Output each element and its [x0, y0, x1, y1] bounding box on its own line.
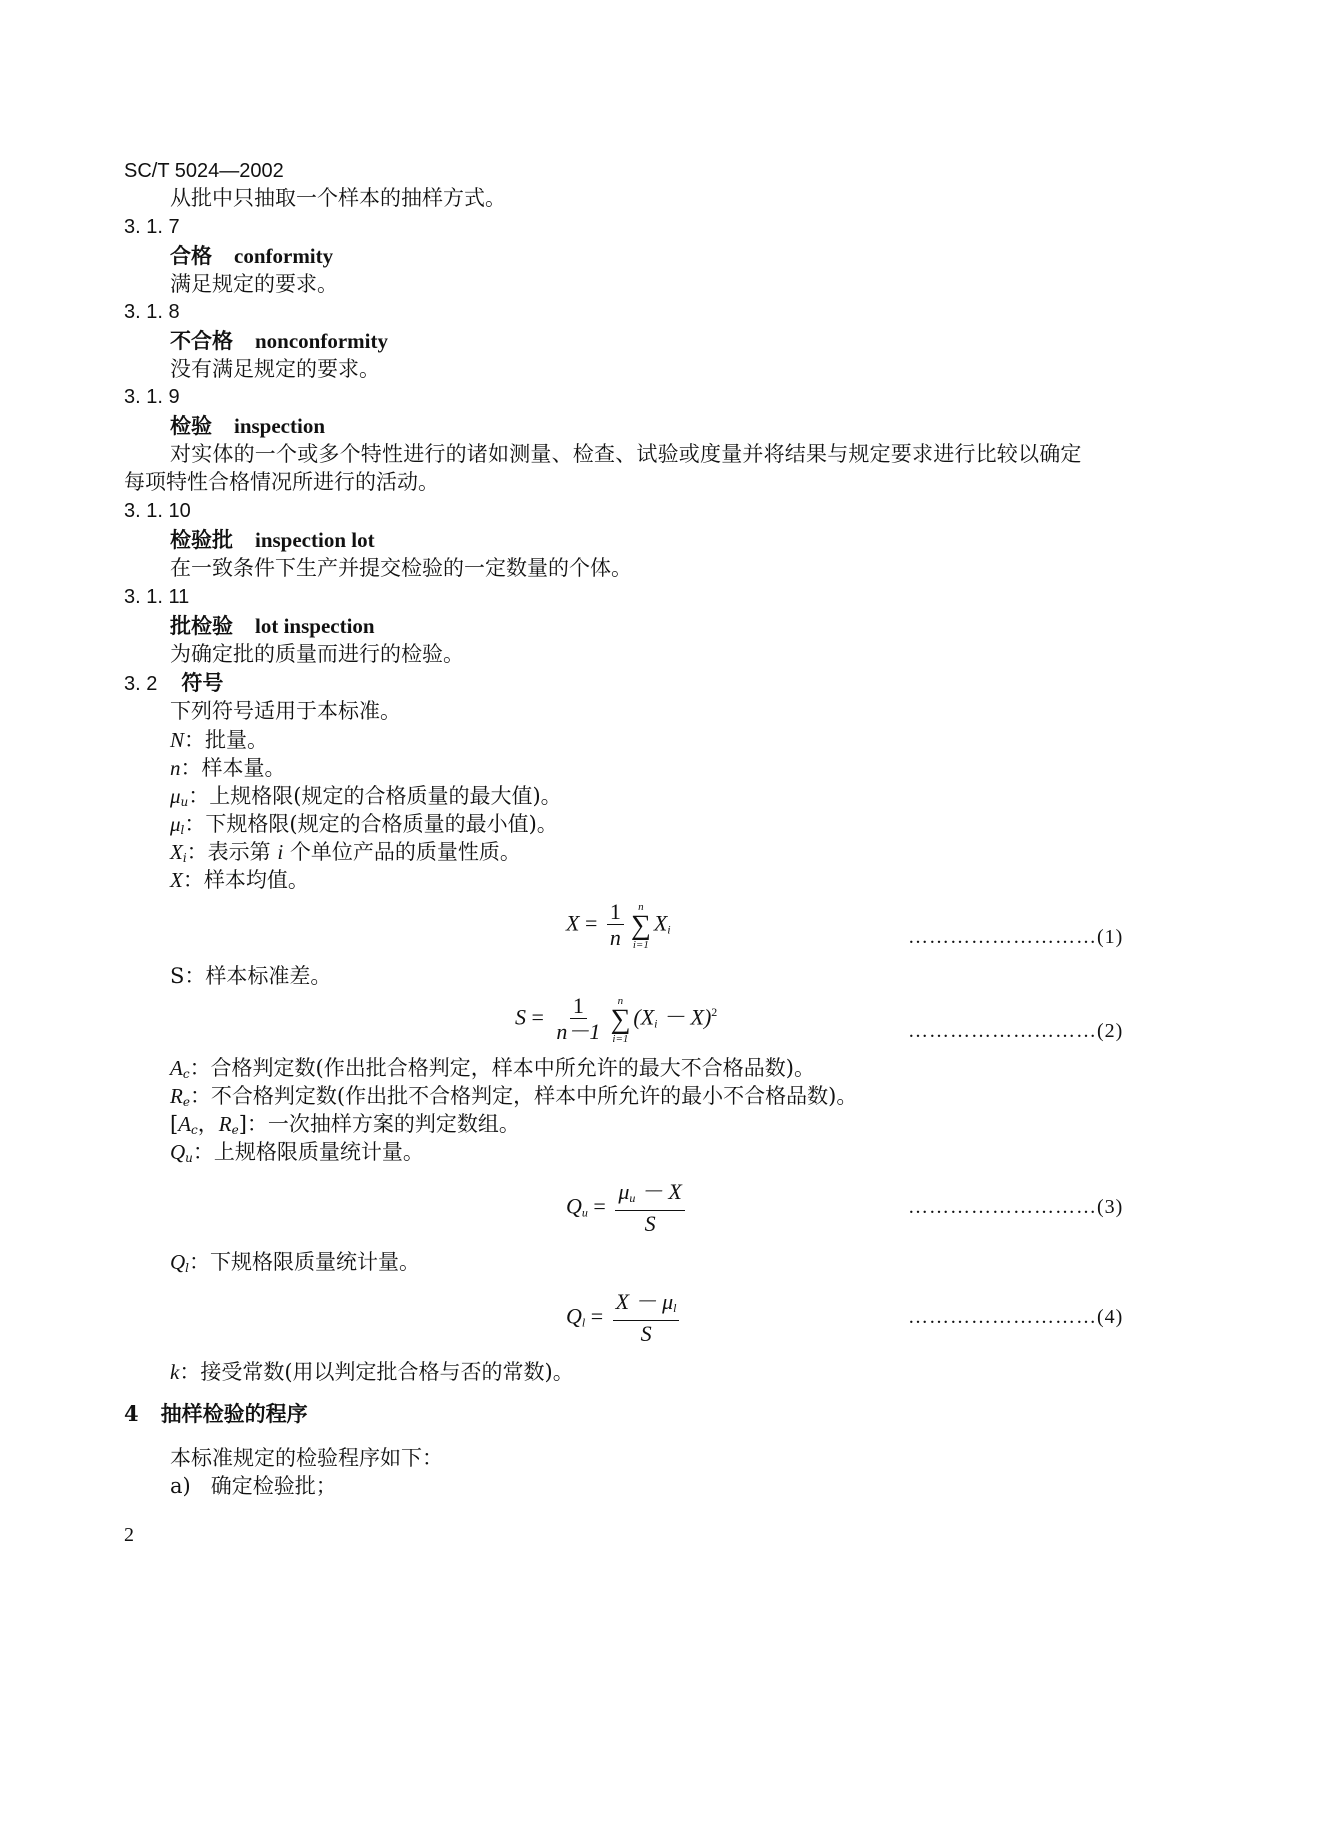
body-line: 从批中只抽取一个样本的抽样方式。 — [170, 186, 506, 210]
formula-eq: = — [584, 910, 598, 936]
symbol-desc: ：下规格限(规定的合格质量的最小值)。 — [184, 812, 558, 836]
term-definition: 为确定批的质量而进行的检验。 — [170, 642, 464, 666]
formula-1 — [566, 900, 671, 951]
symbol-desc: ：下规格限质量统计量。 — [189, 1250, 421, 1274]
denominator: n — [609, 925, 621, 950]
symbol-subscript: l — [180, 823, 185, 837]
numerator: 1 — [570, 994, 587, 1019]
symbol-Ql — [170, 1248, 420, 1282]
term-heading — [170, 526, 375, 554]
term-heading — [170, 327, 388, 355]
symbol-X — [170, 866, 309, 894]
section-number: 4 — [124, 1401, 139, 1426]
symbol-subscript: c — [191, 1123, 198, 1137]
fraction — [607, 900, 624, 951]
sum-symbol: n ∑ i=1 — [610, 994, 631, 1045]
formula-exponent: 2 — [711, 1005, 718, 1020]
numerator-subscript: l — [673, 1301, 677, 1315]
symbol: X — [170, 868, 183, 892]
symbol-desc: ：批量。 — [184, 728, 269, 752]
numerator — [613, 1290, 680, 1321]
symbol-desc: ：不合格判定数(作出批不合格判定，样本中所允许的最小不合格品数)。 — [189, 1084, 858, 1108]
formula-lhs: X — [566, 910, 580, 936]
numerator-subscript: u — [629, 1191, 636, 1205]
term-zh: 批检验 — [170, 613, 233, 638]
symbol-subscript: u — [180, 795, 189, 809]
fraction — [613, 1290, 680, 1347]
formula-lhs: Q — [566, 1193, 582, 1219]
formula-lhs: S — [515, 1004, 526, 1030]
symbol-subscript: l — [185, 1261, 190, 1275]
symbol: k — [170, 1360, 180, 1384]
symbol: X — [170, 840, 183, 864]
symbol-subscript: u — [185, 1151, 193, 1165]
term-heading — [170, 242, 333, 270]
term-en: inspection lot — [255, 528, 375, 552]
symbol-subscript: e — [231, 1123, 239, 1137]
equation-number: ………………………(3) — [908, 1196, 1124, 1218]
formula-term: X — [653, 910, 668, 936]
symbol-subscript: e — [182, 1095, 190, 1109]
numerator — [615, 1180, 685, 1211]
formula-subscript: i — [654, 1016, 658, 1031]
denominator: S — [640, 1321, 652, 1346]
term-heading — [170, 612, 375, 640]
formula-term: － X) — [657, 1004, 712, 1030]
section-heading — [124, 1400, 308, 1428]
sum-upper: n — [638, 900, 644, 913]
term-en: inspection — [234, 414, 326, 438]
numerator: 1 — [607, 900, 624, 925]
symbol-desc: ：表示第 — [186, 840, 278, 864]
numerator-text: X － μ — [615, 1289, 674, 1314]
sum-lower: i=1 — [612, 1032, 629, 1045]
formula-eq: = — [590, 1303, 604, 1329]
equation-number: ………………………(1) — [908, 926, 1124, 948]
symbol-desc: ：样本量。 — [180, 756, 286, 780]
symbol-desc: ：上规格限(规定的合格质量的最大值)。 — [188, 784, 562, 808]
term-en: nonconformity — [255, 329, 388, 353]
formula-3 — [566, 1180, 689, 1237]
fraction — [553, 994, 603, 1045]
numerator-rest: － X — [635, 1179, 682, 1204]
sum-upper: n — [617, 994, 624, 1007]
symbols-intro: 下列符号适用于本标准。 — [170, 699, 401, 723]
formula-subscript: l — [581, 1315, 586, 1330]
term-zh: 检验 — [170, 413, 212, 438]
symbol: R — [218, 1112, 232, 1136]
denominator: n－1 — [556, 1019, 601, 1044]
equation-number: ………………………(4) — [908, 1306, 1124, 1328]
list-text: 确定检验批； — [210, 1474, 337, 1498]
symbol-desc: ]：一次抽样方案的判定数组。 — [238, 1112, 520, 1136]
formula-subscript: u — [581, 1205, 588, 1220]
symbol: A — [170, 1056, 183, 1080]
symbol: μ — [170, 812, 181, 836]
symbol: μ — [170, 784, 181, 808]
bracket-open: [ — [170, 1112, 179, 1136]
symbol-k — [170, 1358, 574, 1386]
symbol-S: S：样本标准差。 — [170, 964, 332, 988]
symbol: A — [178, 1112, 192, 1136]
clause-number: 3. 1. 8 — [124, 301, 180, 323]
denominator: S — [644, 1211, 656, 1236]
page-number: 2 — [124, 1524, 134, 1546]
symbol-N — [170, 726, 268, 754]
clause-number: 3. 1. 11 — [124, 586, 190, 608]
list-label: a) — [170, 1474, 191, 1498]
section-intro: 本标准规定的检验程序如下： — [170, 1446, 443, 1470]
term-zh: 检验批 — [170, 527, 233, 552]
section-title: 抽样检验的程序 — [160, 1401, 308, 1426]
comma: ， — [197, 1112, 219, 1136]
term-definition: 对实体的一个或多个特性进行的诸如测量、检查、试验或度量并将结果与规定要求进行比较以确定 — [170, 442, 1082, 466]
symbol-desc: ：样本均值。 — [182, 868, 309, 892]
equation-number: ………………………(2) — [908, 1020, 1124, 1042]
symbol-n — [170, 754, 286, 782]
term-zh: 不合格 — [170, 328, 233, 353]
symbol: N — [170, 728, 185, 752]
symbol-desc: ：合格判定数(作出批合格判定，样本中所允许的最大不合格品数)。 — [189, 1056, 815, 1080]
term-definition: 没有满足规定的要求。 — [170, 357, 380, 381]
sum-lower: i=1 — [632, 938, 649, 951]
symbol-index: i — [277, 840, 284, 864]
term-heading — [170, 412, 325, 440]
formula-eq: = — [593, 1193, 606, 1219]
formula-lhs: Q — [566, 1303, 582, 1329]
formula-4 — [566, 1290, 683, 1347]
numerator-symbol: μ — [618, 1179, 630, 1204]
formula-eq: = — [531, 1004, 544, 1030]
sum-symbol: n ∑ i=1 — [630, 900, 651, 951]
list-item — [170, 1472, 337, 1500]
formula-subscript: i — [667, 922, 671, 937]
symbol-subscript: i — [182, 851, 187, 865]
term-definition: 在一致条件下生产并提交检验的一定数量的个体。 — [170, 556, 632, 580]
term-en: lot inspection — [255, 614, 375, 638]
term-definition-cont: 每项特性合格情况所进行的活动。 — [124, 470, 439, 494]
clause-number: 3. 1. 7 — [124, 216, 180, 238]
symbol: Q — [170, 1140, 186, 1164]
section-number: 3. 2 — [124, 673, 158, 695]
term-definition: 满足规定的要求。 — [170, 272, 338, 296]
formula-term: (X — [633, 1004, 655, 1030]
section-title: 符号 — [181, 670, 224, 695]
symbol-subscript: c — [182, 1067, 190, 1081]
clause-number: 3. 1. 9 — [124, 386, 180, 408]
symbol: R — [170, 1084, 183, 1108]
section-heading — [124, 669, 223, 698]
symbol: Q — [170, 1250, 186, 1274]
fraction — [615, 1180, 685, 1237]
symbol-desc: ：接受常数(用以判定批合格与否的常数)。 — [179, 1360, 574, 1384]
symbol-Qu — [170, 1138, 424, 1172]
clause-number: 3. 1. 10 — [124, 500, 191, 522]
standard-code: SC/T 5024—2002 — [124, 160, 284, 182]
term-en: conformity — [234, 244, 334, 268]
term-zh: 合格 — [170, 243, 212, 268]
formula-2 — [515, 994, 717, 1045]
symbol: n — [170, 756, 181, 780]
symbol-desc: 个单位产品的质量性质。 — [283, 840, 521, 864]
symbol-desc: ：上规格限质量统计量。 — [192, 1140, 424, 1164]
